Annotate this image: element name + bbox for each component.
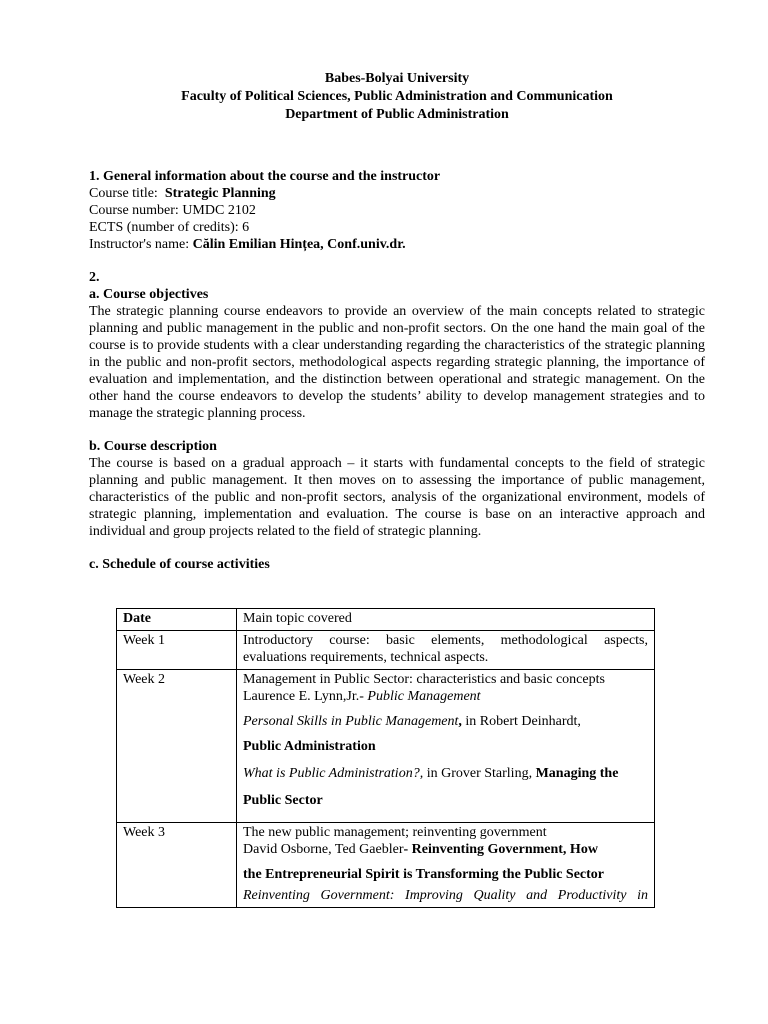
course-number: Course number: UMDC 2102	[89, 203, 256, 218]
section1-heading: 1. General information about the course and the instructor	[89, 169, 441, 184]
week2-topic: Management in Public Sector: characteristics and basic concepts	[243, 672, 605, 687]
course-title-line	[89, 185, 705, 202]
week3-content	[237, 823, 655, 908]
table-row	[117, 670, 655, 823]
week2-ref2-book: Public Administration	[243, 739, 376, 754]
week2-ref2-comma: ,	[458, 714, 462, 729]
course-title-value: Strategic Planning	[164, 186, 276, 201]
section2-number: 2.	[89, 270, 100, 285]
description-heading: b. Course description	[89, 439, 217, 454]
document-header	[89, 70, 705, 124]
week2-ref3-title: What is Public Administration?,	[243, 766, 424, 781]
schedule-heading: c. Schedule of course activities	[89, 557, 270, 572]
week3-ref2	[243, 887, 648, 904]
course-title-label: Course title:	[89, 186, 158, 201]
section-course-details	[89, 269, 705, 573]
week2-ref3-book-a: Managing the	[535, 766, 619, 781]
table-row	[117, 631, 655, 670]
instructor-name: Călin Emilian Hințea, Conf.univ.dr.	[192, 237, 406, 252]
week3-ref1-authors: David Osborne, Ted Gaebler	[243, 842, 404, 857]
week2-ref3	[243, 764, 648, 784]
week3-ref2-title: Reinventing Government: Improving Quality and Productivity in	[243, 888, 648, 903]
week2-ref2-title: Personal Skills in Public Management	[243, 714, 459, 729]
instructor-label: Instructor's name:	[89, 237, 190, 252]
objectives-heading: a. Course objectives	[89, 287, 209, 302]
schedule-table	[116, 608, 655, 908]
university-name: Babes-Bolyai University	[324, 71, 470, 86]
week3-ref1	[243, 841, 648, 858]
department-name: Department of Public Administration	[285, 107, 509, 122]
description-text: The course is based on a gradual approach – it starts with fundamental concepts to the field of strategic planning and public management. It then moves on to assessing the importance of public management, characteristics of the public and non-profit sectors, analysis of the organizational environment, models of strategic planning, implementation and evaluation. The course is base on an interactive approach and individual and group projects related to the field of strategic planning.	[89, 456, 705, 539]
week2-ref1	[243, 688, 648, 705]
week2-ref1-title: Public Management	[367, 689, 481, 704]
week3-date: Week 3	[117, 823, 237, 908]
table-header-row	[117, 609, 655, 631]
section-general-info	[89, 168, 705, 253]
week3-topic: The new public management; reinventing government	[243, 825, 547, 840]
header-date: Date	[117, 609, 237, 631]
week2-content	[237, 670, 655, 823]
week1-topic: Introductory course: basic elements, methodological aspects, evaluations requirements, technical aspects.	[237, 631, 655, 670]
week1-date: Week 1	[117, 631, 237, 670]
objectives-text: The strategic planning course endeavors to provide an overview of the main concepts related to strategic planning and public management in the public and non-profit sectors. On the one hand the main goal of the course is to provide students with a clear understanding regarding the characteristics of the strategic planning in the public and non-profit sectors, methodological aspects regarding strategic planning, the importance of evaluation and implementation, and the distinction between operational and strategic management. On the other hand the course endeavors to develop the students’ ability to develop management strategies and to manage the strategic planning process.	[89, 304, 705, 421]
ects-credits: ECTS (number of credits): 6	[89, 220, 250, 235]
document-page	[89, 70, 705, 573]
faculty-name: Faculty of Political Sciences, Public Administration and Communication	[181, 89, 613, 104]
week2-ref3-book-b: Public Sector	[243, 793, 323, 808]
instructor-line	[89, 236, 705, 253]
week3-ref1-title-b: the Entrepreneurial Spirit is Transforming the Public Sector	[243, 867, 605, 882]
week2-date: Week 2	[117, 670, 237, 823]
header-topic: Main topic covered	[237, 609, 655, 631]
week3-ref1-title-a: - Reinventing Government, How	[403, 842, 598, 857]
week2-ref3-in: in Grover Starling,	[426, 766, 533, 781]
week2-ref2-in: in Robert Deinhardt,	[465, 714, 581, 729]
week2-ref1-author: Laurence E. Lynn,Jr.-	[243, 689, 364, 704]
table-row	[117, 823, 655, 908]
week2-ref2	[243, 713, 648, 730]
